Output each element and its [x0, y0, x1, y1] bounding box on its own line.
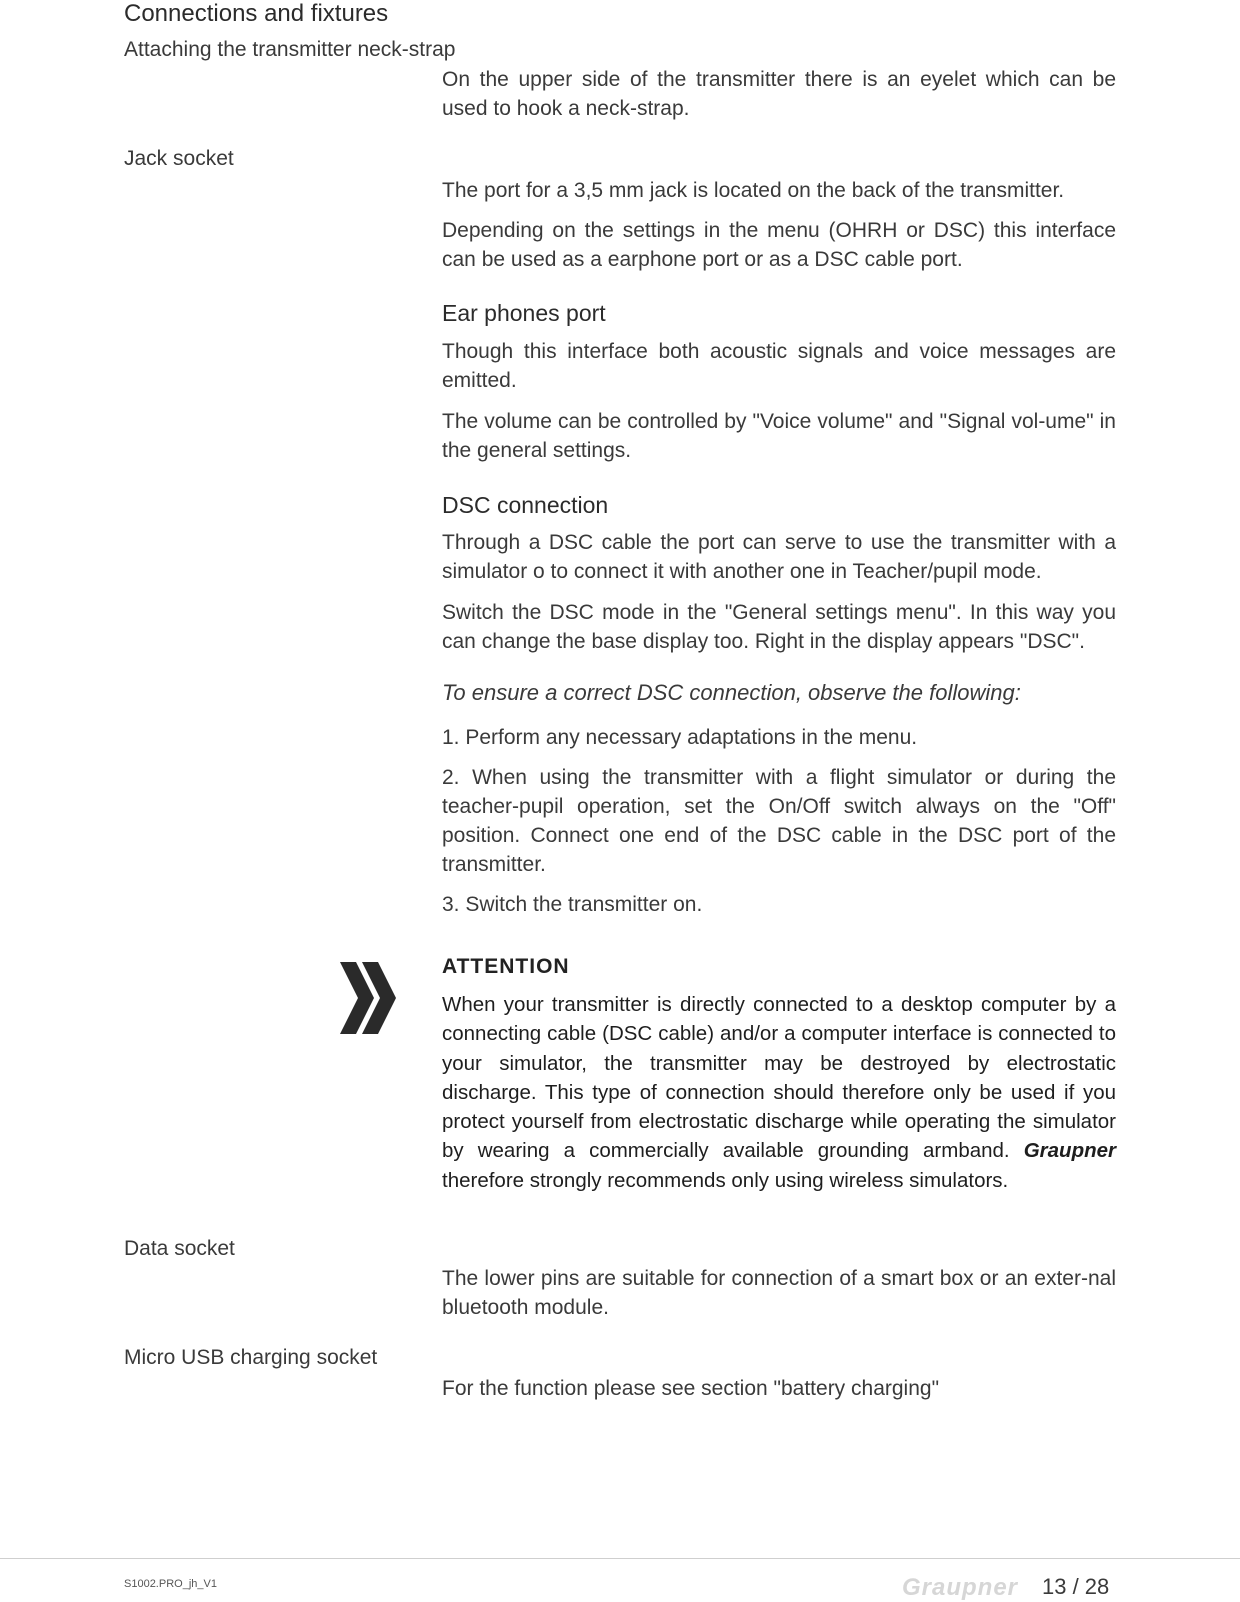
footer-divider [0, 1558, 1240, 1559]
step-2: 2. When using the transmitter with a flight simulator or during the teacher-pupil operation, set the On/Off switch always on the "Off" position. Connect one end of the DSC cable in the DSC port of the transmitter. [442, 766, 1116, 876]
attention-text-part-2: therefore strongly recommends only using wireless simulators. [442, 1168, 1009, 1192]
dsc-note: To ensure a correct DSC connection, observe the following: [442, 680, 1021, 705]
attention-text-part-1: When your transmitter is directly connected to a desktop computer by a connecting cable (DSC cable) and/or a computer interface is connected to your simulator, the transmitter may be destroyed by electrostatic discharge. This type of connection should therefore only be used if you protect yourself from electrostatic discharge while operating the simulator by wearing a commercially available grounding armband. [442, 993, 1116, 1163]
document-code: S1002.PRO_jh_V1 [124, 1578, 217, 1590]
dsc-heading: DSC connection [442, 492, 609, 518]
earphones-heading: Ear phones port [442, 300, 606, 326]
attention-text [442, 990, 1116, 1195]
dsc-text-1: Through a DSC cable the port can serve to use the transmitter with a simulator o to connect it with another one in Teacher/pupil mode. [442, 531, 1116, 583]
section-label-usb: Micro USB charging socket [124, 1346, 378, 1369]
jack-text-1: The port for a 3,5 mm jack is located on the back of the transmitter. [442, 179, 1065, 202]
earphones-text-2: The volume can be controlled by "Voice volume" and "Signal vol-ume" in the general settings. [442, 410, 1116, 462]
data-socket-text: The lower pins are suitable for connection of a smart box or an exter-nal bluetooth module. [442, 1267, 1116, 1319]
earphones-text-1: Though this interface both acoustic signals and voice messages are emitted. [442, 340, 1116, 392]
usb-text: For the function please see section "battery charging" [442, 1377, 940, 1400]
neck-strap-text: On the upper side of the transmitter there is an eyelet which can be used to hook a neck-strap. [442, 68, 1116, 120]
jack-text-2: Depending on the settings in the menu (OHRH or DSC) this interface can be used as a earphone port or as a DSC cable port. [442, 219, 1116, 271]
brand-name: Graupner [1023, 1139, 1117, 1163]
step-3: 3. Switch the transmitter on. [442, 893, 703, 916]
section-label-jack-socket: Jack socket [124, 147, 234, 170]
graupner-logo: Graupner [902, 1574, 1019, 1601]
step-1: 1. Perform any necessary adaptations in the menu. [442, 726, 918, 749]
attention-title: ATTENTION [442, 955, 570, 978]
page-title: Connections and fixtures [124, 0, 389, 27]
dsc-text-2: Switch the DSC mode in the "General settings menu". In this way you can change the base display too. Right in the display appears "DSC". [442, 601, 1116, 653]
double-chevron-right-icon [336, 958, 400, 1038]
section-label-data-socket: Data socket [124, 1237, 235, 1260]
section-label-neck-strap: Attaching the transmitter neck-strap [124, 38, 456, 61]
page-number: 13 / 28 [1042, 1574, 1110, 1599]
